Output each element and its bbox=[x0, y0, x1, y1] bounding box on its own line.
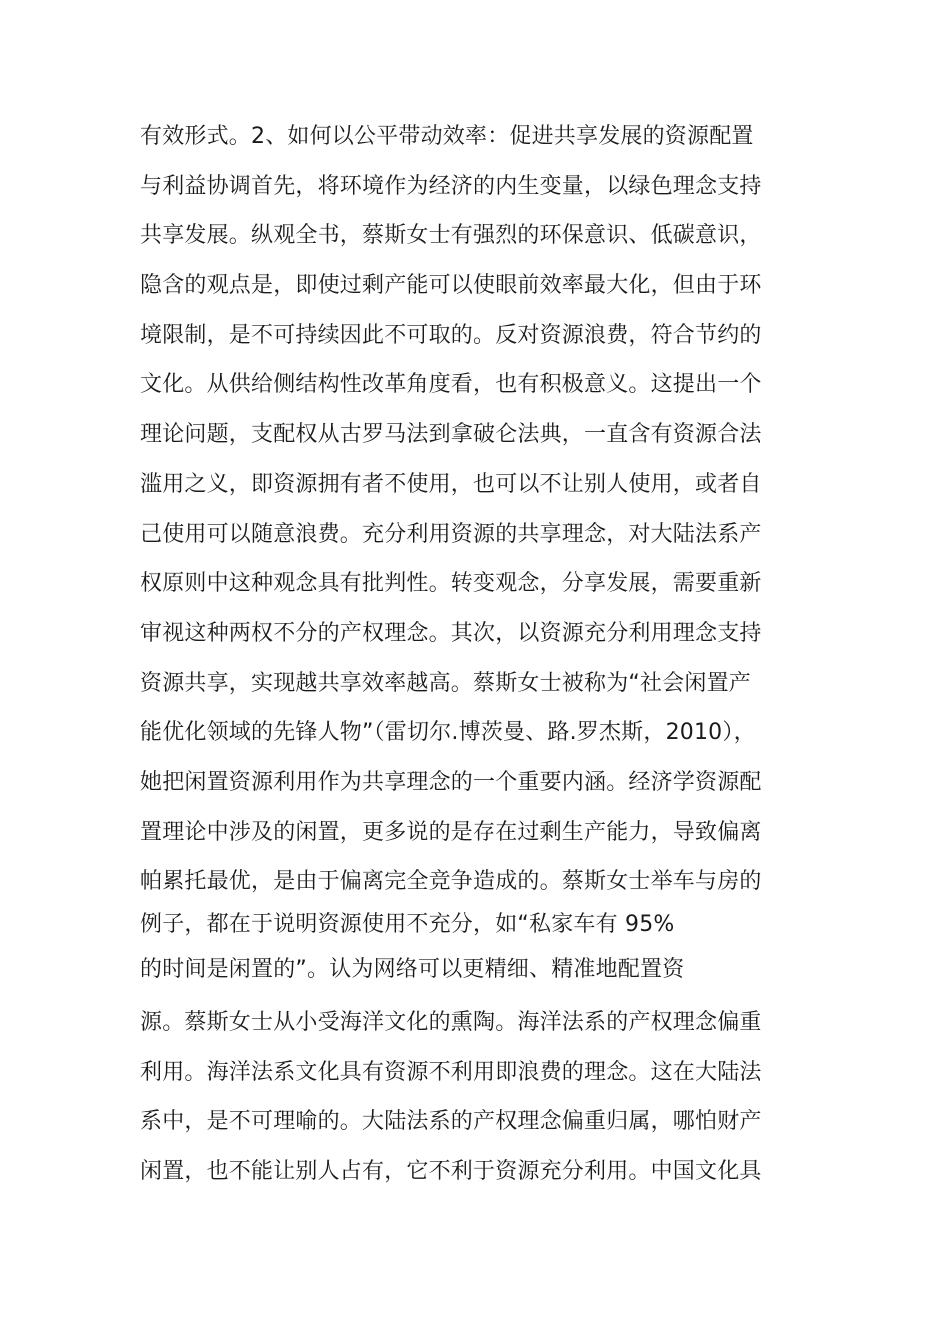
text-line: 己使用可以随意浪费。充分利用资源的共享理念，对大陆法系产 bbox=[140, 521, 762, 547]
body-text bbox=[140, 112, 820, 1197]
text-line: 共享发展。纵观全书，蔡斯女士有强烈的环保意识、低碳意识， bbox=[140, 223, 762, 249]
text-line: 系中，是不可理喻的。大陆法系的产权理念偏重归属，哪怕财产 bbox=[140, 1109, 762, 1135]
text-line: 例子，都在于说明资源使用不充分，如“私家车有 95% bbox=[140, 912, 675, 937]
text-line: 源。蔡斯女士从小受海洋文化的熏陶。海洋法系的产权理念偏重 bbox=[140, 1010, 762, 1035]
text-line: 理论问题，支配权从古罗马法到拿破仑法典，一直含有资源合法 bbox=[140, 422, 762, 448]
text-line: 的时间是闲置的”。认为网络可以更精细、精准地配置资 bbox=[140, 957, 685, 982]
text-line: 她把闲置资源利用作为共享理念的一个重要内涵。经济学资源配 bbox=[140, 769, 762, 795]
text-line: 权原则中这种观念具有批判性。转变观念，分享发展，需要重新 bbox=[140, 571, 762, 597]
text-line: 境限制，是不可持续因此不可取的。反对资源浪费，符合节约的 bbox=[140, 322, 762, 348]
text-line: 利用。海洋法系文化具有资源不利用即浪费的理念。这在大陆法 bbox=[140, 1059, 762, 1085]
text-line: 有效形式。2、如何以公平带动效率：促进共享发展的资源配置 bbox=[140, 124, 754, 149]
text-line: 审视这种两权不分的产权理念。其次，以资源充分利用理念支持 bbox=[140, 620, 762, 646]
text-line: 文化。从供给侧结构性改革角度看，也有积极意义。这提出一个 bbox=[140, 372, 762, 398]
text-line: 资源共享，实现越共享效率越高。蔡斯女士被称为“社会闲置产 bbox=[140, 670, 751, 696]
text-line: 滥用之义，即资源拥有者不使用，也可以不让别人使用，或者自 bbox=[140, 471, 762, 497]
text-line: 与利益协调首先，将环境作为经济的内生变量，以绿色理念支持 bbox=[140, 173, 762, 199]
text-line: 隐含的观点是，即使过剩产能可以使眼前效率最大化，但由于环 bbox=[140, 273, 762, 299]
text-line: 闲置，也不能让别人占有，它不利于资源充分利用。中国文化具 bbox=[140, 1159, 762, 1185]
text-line: 置理论中涉及的闲置，更多说的是存在过剩生产能力，导致偏离 bbox=[140, 819, 762, 845]
text-line: 帕累托最优，是由于偏离完全竞争造成的。蔡斯女士举车与房的 bbox=[140, 869, 762, 895]
text-line: 能优化领域的先锋人物”（雷切尔.博茨曼、路.罗杰斯，2010）， bbox=[140, 720, 756, 746]
